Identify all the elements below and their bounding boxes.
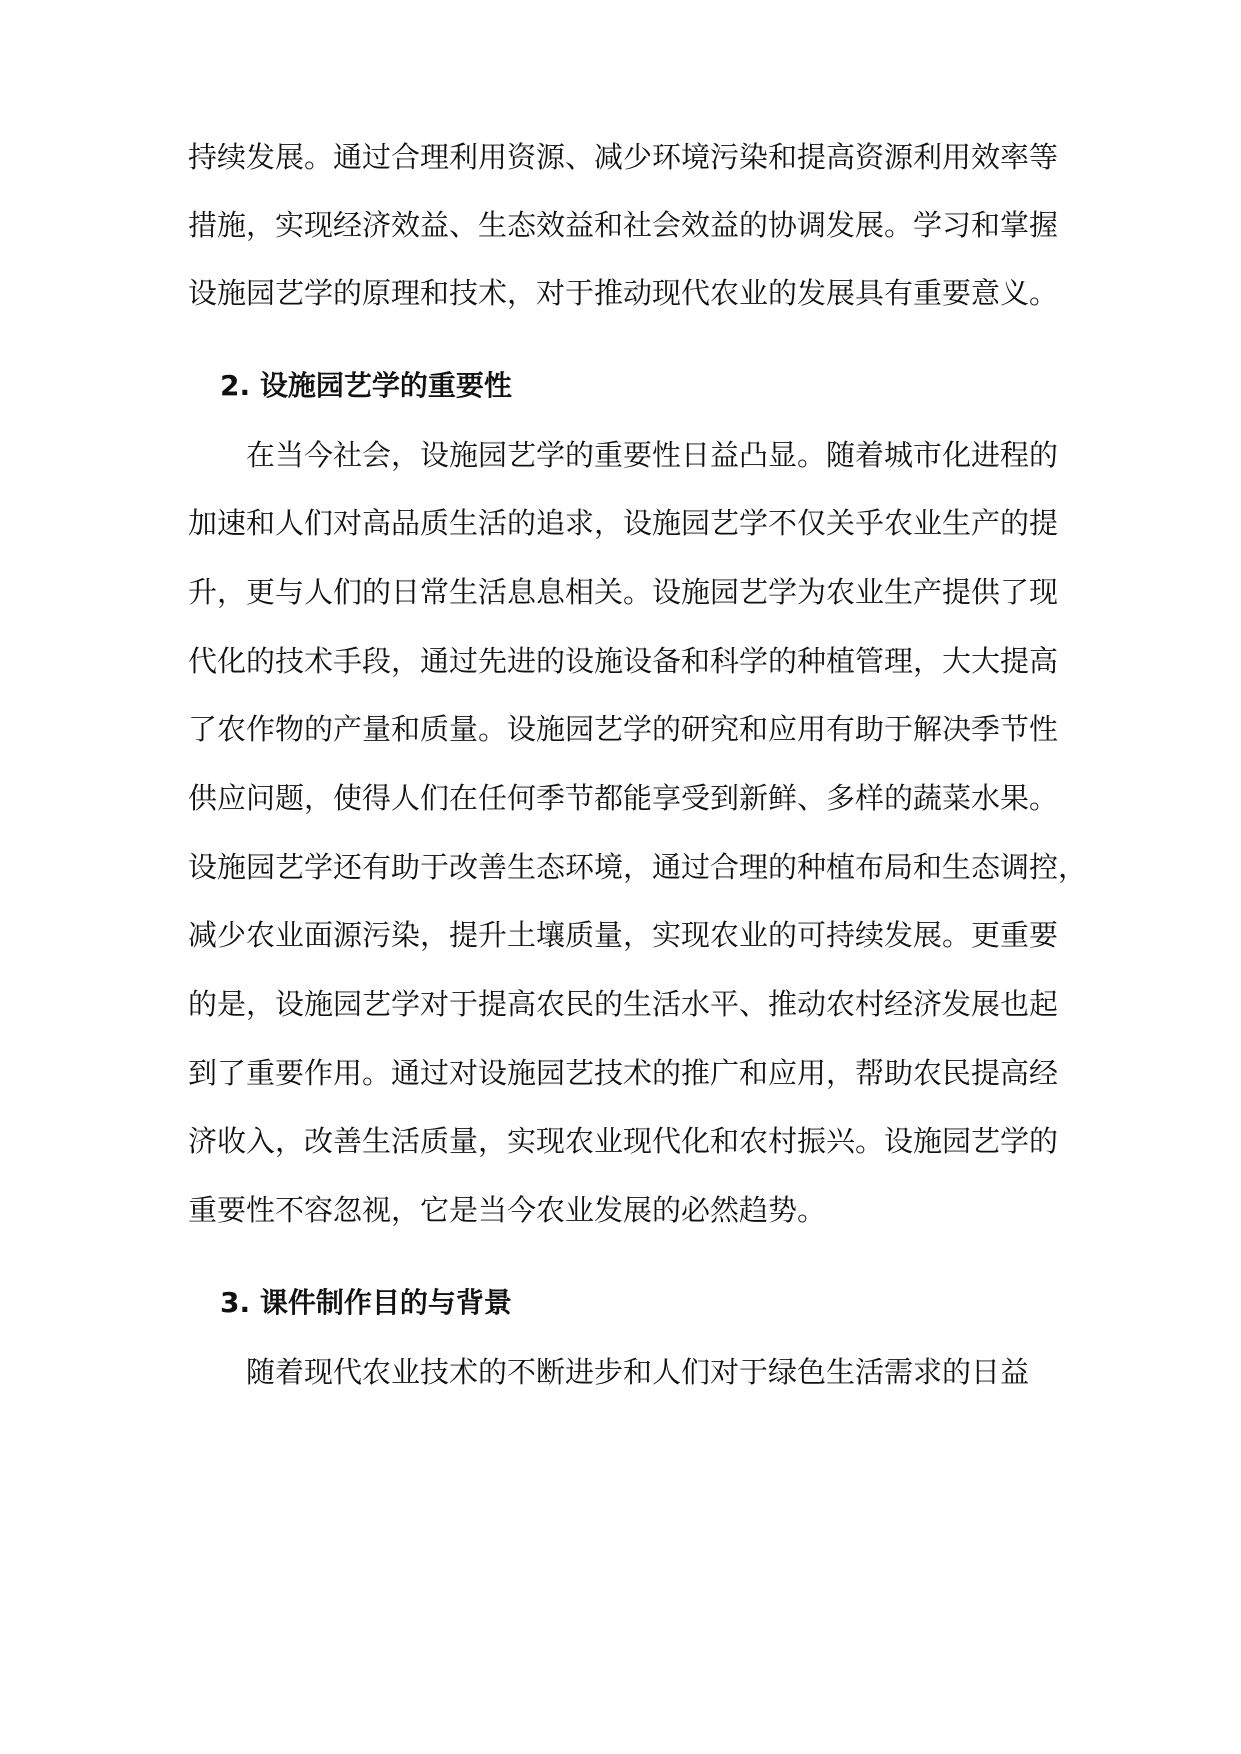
paragraph-line: 重要性不容忽视，它是当今农业发展的必然趋势。 xyxy=(188,1193,827,1227)
paragraph-line: 在当今社会，设施园艺学的重要性日益凸显。随着城市化进程的 xyxy=(246,438,1059,472)
paragraph-line: 升，更与人们的日常生活息息相关。设施园艺学为农业生产提供了现 xyxy=(188,575,1059,609)
section-heading-importance: 2. 设施园艺学的重要性 xyxy=(220,369,512,402)
paragraph-line: 加速和人们对高品质生活的追求，设施园艺学不仅关乎农业生产的提 xyxy=(188,506,1059,540)
paragraph-line: 设施园艺学的原理和技术，对于推动现代农业的发展具有重要意义。 xyxy=(188,276,1059,310)
paragraph-line: 了农作物的产量和质量。设施园艺学的研究和应用有助于解决季节性 xyxy=(188,712,1059,746)
paragraph-line: 减少农业面源污染，提升土壤质量，实现农业的可持续发展。更重要 xyxy=(188,918,1059,952)
paragraph-line: 措施，实现经济效益、生态效益和社会效益的协调发展。学习和掌握 xyxy=(188,208,1059,242)
paragraph-line: 到了重要作用。通过对设施园艺技术的推广和应用，帮助农民提高经 xyxy=(188,1056,1059,1090)
paragraph-line: 的是，设施园艺学对于提高农民的生活水平、推动农村经济发展也起 xyxy=(188,987,1059,1021)
paragraph-line: 供应问题，使得人们在任何季节都能享受到新鲜、多样的蔬菜水果。 xyxy=(188,781,1059,815)
paragraph-line: 设施园艺学还有助于改善生态环境，通过合理的种植布局和生态调控， xyxy=(188,850,1088,884)
paragraph-line: 代化的技术手段，通过先进的设施设备和科学的种植管理，大大提高 xyxy=(188,644,1059,678)
paragraph-line: 济收入，改善生活质量，实现农业现代化和农村振兴。设施园艺学的 xyxy=(188,1124,1059,1158)
section-heading-purpose: 3. 课件制作目的与背景 xyxy=(220,1286,512,1319)
paragraph-line: 持续发展。通过合理利用资源、减少环境污染和提高资源利用效率等 xyxy=(188,140,1059,174)
paragraph-line: 随着现代农业技术的不断进步和人们对于绿色生活需求的日益 xyxy=(246,1355,1030,1389)
